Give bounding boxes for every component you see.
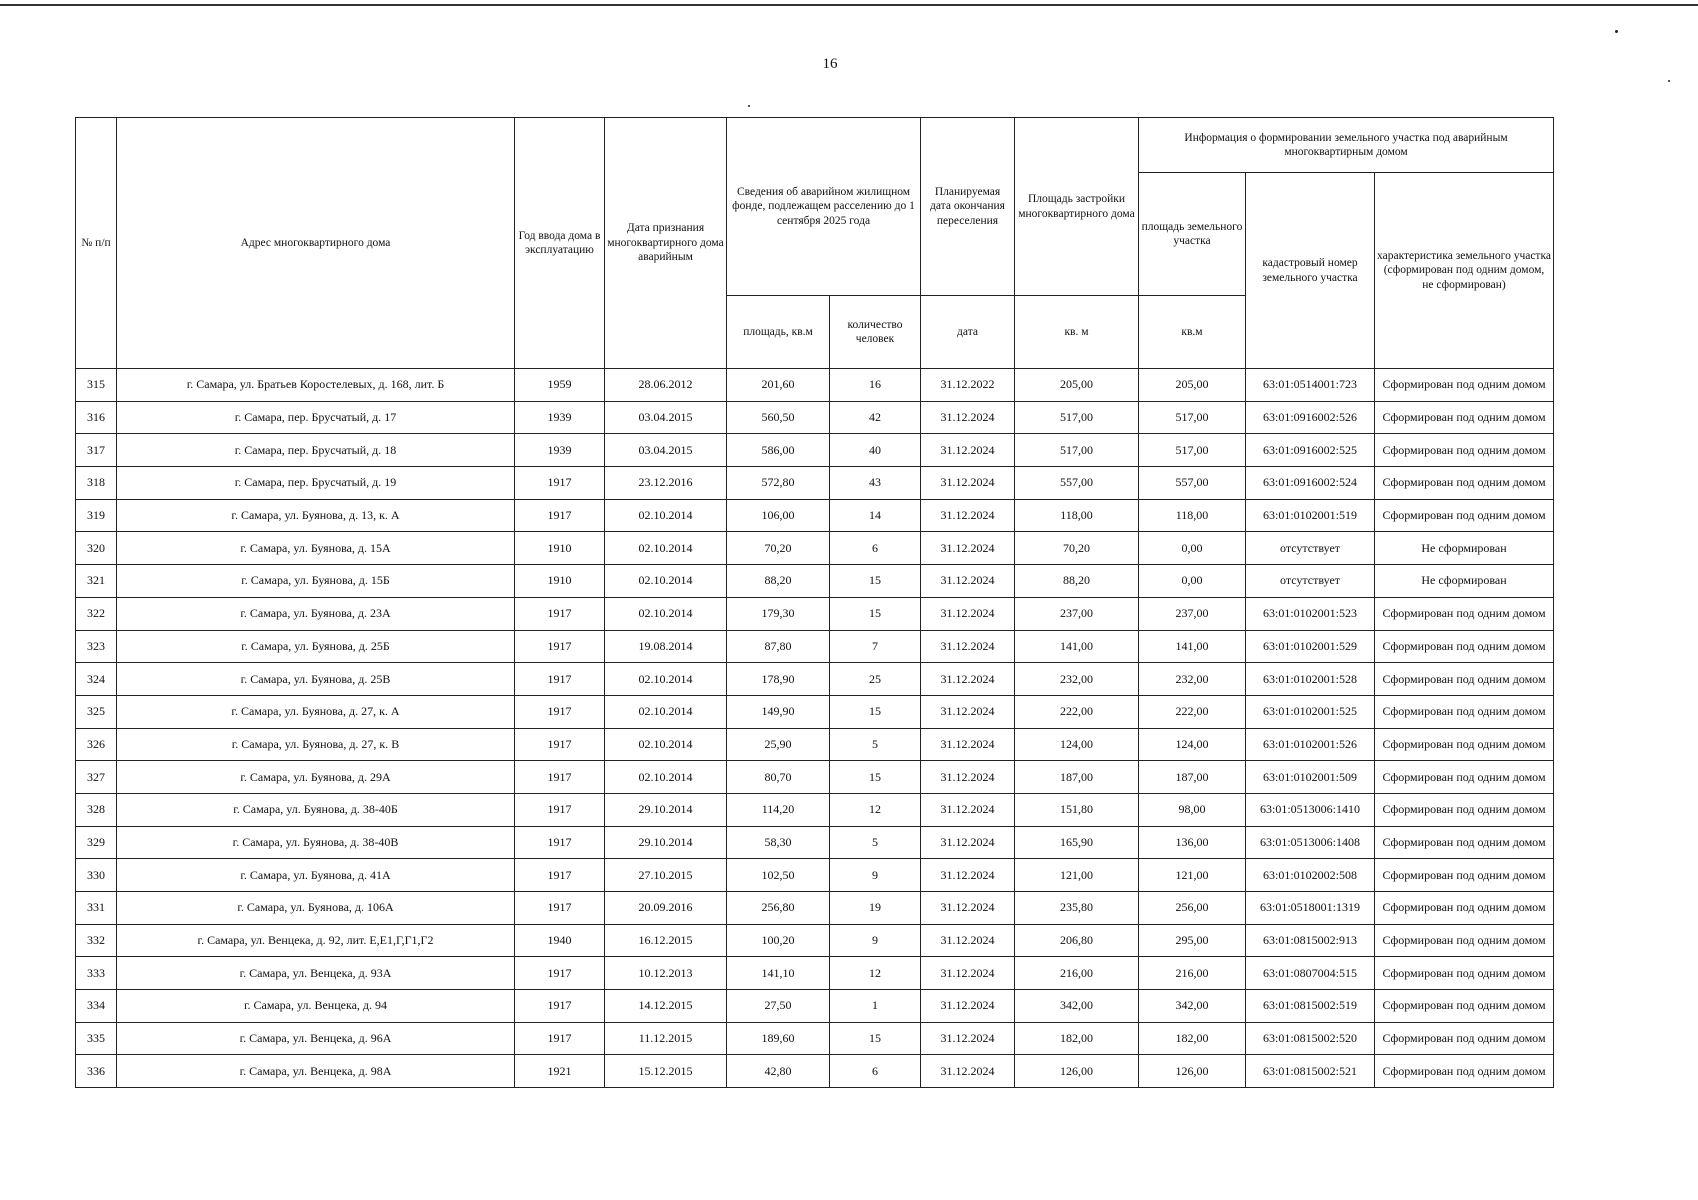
row-cadastral: 63:01:0102001:525 <box>1246 695 1375 728</box>
row-area: 88,20 <box>727 565 830 598</box>
row-land-area: 0,00 <box>1139 565 1246 598</box>
row-number: 320 <box>76 532 117 565</box>
row-cadastral: 63:01:0514001:723 <box>1246 369 1375 402</box>
row-date-recognized: 02.10.2014 <box>605 663 727 696</box>
row-date-recognized: 02.10.2014 <box>605 532 727 565</box>
table-row <box>76 1022 1554 1055</box>
row-date-recognized: 16.12.2015 <box>605 924 727 957</box>
table-row <box>76 499 1554 532</box>
row-address: г. Самара, ул. Венцека, д. 98А <box>117 1055 515 1088</box>
row-building-area: 124,00 <box>1015 728 1139 761</box>
row-address: г. Самара, ул. Венцека, д. 94 <box>117 990 515 1023</box>
row-building-area: 118,00 <box>1015 499 1139 532</box>
row-building-area: 517,00 <box>1015 401 1139 434</box>
row-cadastral: отсутствует <box>1246 565 1375 598</box>
row-people: 15 <box>830 565 921 598</box>
header-planned-date: Планируемая дата окончания переселения <box>921 118 1015 296</box>
row-year: 1910 <box>515 532 605 565</box>
row-area: 201,60 <box>727 369 830 402</box>
row-land-area: 98,00 <box>1139 793 1246 826</box>
row-cadastral: 63:01:0102001:519 <box>1246 499 1375 532</box>
row-planned-date: 31.12.2024 <box>921 990 1015 1023</box>
row-area: 87,80 <box>727 630 830 663</box>
table-row <box>76 892 1554 925</box>
row-status: Сформирован под одним домом <box>1375 957 1554 990</box>
row-area: 560,50 <box>727 401 830 434</box>
row-year: 1917 <box>515 826 605 859</box>
row-building-area: 126,00 <box>1015 1055 1139 1088</box>
row-address: г. Самара, ул. Венцека, д. 96А <box>117 1022 515 1055</box>
row-people: 19 <box>830 892 921 925</box>
row-cadastral: 63:01:0916002:525 <box>1246 434 1375 467</box>
table-row <box>76 663 1554 696</box>
row-land-area: 0,00 <box>1139 532 1246 565</box>
row-cadastral: 63:01:0102002:508 <box>1246 859 1375 892</box>
row-cadastral: 63:01:0916002:526 <box>1246 401 1375 434</box>
row-date-recognized: 02.10.2014 <box>605 761 727 794</box>
row-number: 321 <box>76 565 117 598</box>
row-land-area: 141,00 <box>1139 630 1246 663</box>
row-address: г. Самара, ул. Братьев Коростелевых, д. 168, лит. Б <box>117 369 515 402</box>
row-area: 179,30 <box>727 597 830 630</box>
row-year: 1917 <box>515 728 605 761</box>
table-row <box>76 401 1554 434</box>
row-building-area: 121,00 <box>1015 859 1139 892</box>
row-status: Не сформирован <box>1375 565 1554 598</box>
row-address: г. Самара, ул. Буянова, д. 27, к. В <box>117 728 515 761</box>
row-planned-date: 31.12.2024 <box>921 761 1015 794</box>
row-building-area: 206,80 <box>1015 924 1139 957</box>
row-people: 12 <box>830 957 921 990</box>
row-people: 25 <box>830 663 921 696</box>
row-year: 1917 <box>515 1022 605 1055</box>
header-land-area: площадь земельного участка <box>1139 173 1246 296</box>
row-planned-date: 31.12.2024 <box>921 728 1015 761</box>
row-number: 316 <box>76 401 117 434</box>
header-date-recognized: Дата признания многоквартирного дома аварийным <box>605 118 727 369</box>
row-number: 323 <box>76 630 117 663</box>
row-date-recognized: 14.12.2015 <box>605 990 727 1023</box>
row-status: Сформирован под одним домом <box>1375 401 1554 434</box>
row-number: 324 <box>76 663 117 696</box>
row-land-area: 557,00 <box>1139 467 1246 500</box>
row-land-area: 295,00 <box>1139 924 1246 957</box>
row-year: 1917 <box>515 467 605 500</box>
scan-speck <box>1615 30 1618 33</box>
row-planned-date: 31.12.2024 <box>921 630 1015 663</box>
table-row <box>76 924 1554 957</box>
row-land-area: 232,00 <box>1139 663 1246 696</box>
row-number: 329 <box>76 826 117 859</box>
row-number: 332 <box>76 924 117 957</box>
row-building-area: 517,00 <box>1015 434 1139 467</box>
table-row <box>76 1055 1554 1088</box>
row-year: 1910 <box>515 565 605 598</box>
row-date-recognized: 29.10.2014 <box>605 793 727 826</box>
row-planned-date: 31.12.2024 <box>921 695 1015 728</box>
row-address: г. Самара, ул. Венцека, д. 92, лит. Е,Е1,Г,Г1,Г2 <box>117 924 515 957</box>
table-row <box>76 467 1554 500</box>
row-area: 80,70 <box>727 761 830 794</box>
row-date-recognized: 02.10.2014 <box>605 728 727 761</box>
row-status: Сформирован под одним домом <box>1375 892 1554 925</box>
table-row <box>76 957 1554 990</box>
row-planned-date: 31.12.2024 <box>921 401 1015 434</box>
row-building-area: 182,00 <box>1015 1022 1139 1055</box>
header-unit-building: кв. м <box>1015 296 1139 369</box>
row-year: 1917 <box>515 630 605 663</box>
row-people: 6 <box>830 1055 921 1088</box>
row-date-recognized: 02.10.2014 <box>605 565 727 598</box>
row-building-area: 222,00 <box>1015 695 1139 728</box>
row-number: 327 <box>76 761 117 794</box>
row-address: г. Самара, ул. Буянова, д. 25В <box>117 663 515 696</box>
row-building-area: 165,90 <box>1015 826 1139 859</box>
row-building-area: 235,80 <box>1015 892 1139 925</box>
row-area: 25,90 <box>727 728 830 761</box>
row-people: 40 <box>830 434 921 467</box>
row-area: 141,10 <box>727 957 830 990</box>
row-number: 326 <box>76 728 117 761</box>
row-planned-date: 31.12.2024 <box>921 663 1015 696</box>
row-building-area: 557,00 <box>1015 467 1139 500</box>
row-land-area: 237,00 <box>1139 597 1246 630</box>
row-area: 58,30 <box>727 826 830 859</box>
top-rule <box>0 4 1698 6</box>
header-building-area: Площадь застройки многоквартирного дома <box>1015 118 1139 296</box>
row-land-area: 216,00 <box>1139 957 1246 990</box>
table-row <box>76 369 1554 402</box>
row-area: 70,20 <box>727 532 830 565</box>
row-cadastral: 63:01:0102001:528 <box>1246 663 1375 696</box>
row-planned-date: 31.12.2024 <box>921 859 1015 892</box>
row-building-area: 216,00 <box>1015 957 1139 990</box>
row-people: 15 <box>830 597 921 630</box>
header-no: № п/п <box>76 118 117 369</box>
row-address: г. Самара, пер. Брусчатый, д. 18 <box>117 434 515 467</box>
row-cadastral: 63:01:0102001:509 <box>1246 761 1375 794</box>
row-cadastral: 63:01:0102001:523 <box>1246 597 1375 630</box>
header-emergency-info: Сведения об аварийном жилищном фонде, подлежащем расселению до 1 сентября 2025 года <box>727 118 921 296</box>
row-people: 12 <box>830 793 921 826</box>
row-planned-date: 31.12.2024 <box>921 565 1015 598</box>
row-planned-date: 31.12.2024 <box>921 892 1015 925</box>
row-planned-date: 31.12.2024 <box>921 597 1015 630</box>
row-number: 334 <box>76 990 117 1023</box>
row-land-area: 182,00 <box>1139 1022 1246 1055</box>
row-planned-date: 31.12.2024 <box>921 1022 1015 1055</box>
row-year: 1917 <box>515 761 605 794</box>
row-status: Сформирован под одним домом <box>1375 499 1554 532</box>
page-number: 16 <box>822 56 838 72</box>
row-building-area: 205,00 <box>1015 369 1139 402</box>
row-planned-date: 31.12.2024 <box>921 467 1015 500</box>
table-row <box>76 434 1554 467</box>
row-planned-date: 31.12.2024 <box>921 532 1015 565</box>
row-year: 1917 <box>515 859 605 892</box>
row-cadastral: отсутствует <box>1246 532 1375 565</box>
row-cadastral: 63:01:0513006:1410 <box>1246 793 1375 826</box>
row-year: 1959 <box>515 369 605 402</box>
table-row <box>76 793 1554 826</box>
table-row <box>76 990 1554 1023</box>
row-address: г. Самара, ул. Буянова, д. 13, к. А <box>117 499 515 532</box>
row-area: 178,90 <box>727 663 830 696</box>
row-building-area: 232,00 <box>1015 663 1139 696</box>
row-people: 9 <box>830 859 921 892</box>
row-number: 317 <box>76 434 117 467</box>
row-number: 333 <box>76 957 117 990</box>
row-status: Сформирован под одним домом <box>1375 434 1554 467</box>
row-year: 1917 <box>515 663 605 696</box>
row-date-recognized: 15.12.2015 <box>605 1055 727 1088</box>
row-planned-date: 31.12.2024 <box>921 434 1015 467</box>
row-date-recognized: 23.12.2016 <box>605 467 727 500</box>
row-year: 1917 <box>515 597 605 630</box>
row-area: 42,80 <box>727 1055 830 1088</box>
row-cadastral: 63:01:0815002:519 <box>1246 990 1375 1023</box>
row-number: 335 <box>76 1022 117 1055</box>
row-people: 6 <box>830 532 921 565</box>
row-land-area: 222,00 <box>1139 695 1246 728</box>
row-status: Сформирован под одним домом <box>1375 1055 1554 1088</box>
row-year: 1940 <box>515 924 605 957</box>
header-year: Год ввода дома в эксплуатацию <box>515 118 605 369</box>
row-building-area: 151,80 <box>1015 793 1139 826</box>
row-address: г. Самара, ул. Буянова, д. 106А <box>117 892 515 925</box>
header-unit-land: кв.м <box>1139 296 1246 369</box>
row-building-area: 88,20 <box>1015 565 1139 598</box>
row-land-area: 121,00 <box>1139 859 1246 892</box>
row-people: 15 <box>830 1022 921 1055</box>
row-cadastral: 63:01:0102001:529 <box>1246 630 1375 663</box>
row-status: Сформирован под одним домом <box>1375 859 1554 892</box>
header-date: дата <box>921 296 1015 369</box>
row-number: 322 <box>76 597 117 630</box>
scan-speck <box>748 105 750 107</box>
row-number: 318 <box>76 467 117 500</box>
row-planned-date: 31.12.2024 <box>921 924 1015 957</box>
row-number: 331 <box>76 892 117 925</box>
header-people: количество человек <box>830 296 921 369</box>
header-cadastral: кадастровый номер земельного участка <box>1246 173 1375 369</box>
row-cadastral: 63:01:0916002:524 <box>1246 467 1375 500</box>
row-date-recognized: 19.08.2014 <box>605 630 727 663</box>
row-planned-date: 31.12.2024 <box>921 826 1015 859</box>
row-number: 315 <box>76 369 117 402</box>
row-cadastral: 63:01:0815002:913 <box>1246 924 1375 957</box>
table-row <box>76 630 1554 663</box>
row-people: 5 <box>830 826 921 859</box>
row-date-recognized: 02.10.2014 <box>605 597 727 630</box>
row-number: 330 <box>76 859 117 892</box>
row-date-recognized: 11.12.2015 <box>605 1022 727 1055</box>
row-people: 1 <box>830 990 921 1023</box>
row-address: г. Самара, ул. Буянова, д. 25Б <box>117 630 515 663</box>
table-row <box>76 695 1554 728</box>
row-land-area: 342,00 <box>1139 990 1246 1023</box>
row-land-area: 187,00 <box>1139 761 1246 794</box>
row-area: 189,60 <box>727 1022 830 1055</box>
row-address: г. Самара, ул. Буянова, д. 38-40Б <box>117 793 515 826</box>
row-address: г. Самара, пер. Брусчатый, д. 17 <box>117 401 515 434</box>
row-people: 7 <box>830 630 921 663</box>
row-date-recognized: 02.10.2014 <box>605 695 727 728</box>
row-address: г. Самара, ул. Буянова, д. 41А <box>117 859 515 892</box>
row-year: 1921 <box>515 1055 605 1088</box>
row-land-area: 126,00 <box>1139 1055 1246 1088</box>
table-row <box>76 728 1554 761</box>
row-people: 15 <box>830 761 921 794</box>
scan-speck <box>1668 80 1670 82</box>
row-people: 14 <box>830 499 921 532</box>
row-address: г. Самара, ул. Буянова, д. 15А <box>117 532 515 565</box>
row-year: 1939 <box>515 434 605 467</box>
row-land-area: 205,00 <box>1139 369 1246 402</box>
table-row <box>76 565 1554 598</box>
row-area: 114,20 <box>727 793 830 826</box>
row-people: 9 <box>830 924 921 957</box>
row-date-recognized: 03.04.2015 <box>605 401 727 434</box>
row-building-area: 141,00 <box>1015 630 1139 663</box>
row-year: 1917 <box>515 499 605 532</box>
row-status: Сформирован под одним домом <box>1375 467 1554 500</box>
row-planned-date: 31.12.2024 <box>921 957 1015 990</box>
row-number: 328 <box>76 793 117 826</box>
row-people: 5 <box>830 728 921 761</box>
row-land-area: 118,00 <box>1139 499 1246 532</box>
row-people: 16 <box>830 369 921 402</box>
row-date-recognized: 20.09.2016 <box>605 892 727 925</box>
row-status: Сформирован под одним домом <box>1375 369 1554 402</box>
row-number: 319 <box>76 499 117 532</box>
row-area: 256,80 <box>727 892 830 925</box>
row-building-area: 342,00 <box>1015 990 1139 1023</box>
row-address: г. Самара, ул. Буянова, д. 38-40В <box>117 826 515 859</box>
row-number: 325 <box>76 695 117 728</box>
emergency-housing-table <box>75 117 1554 1088</box>
row-area: 27,50 <box>727 990 830 1023</box>
header-land-info: Информация о формировании земельного участка под аварийным многоквартирным домом <box>1139 118 1554 173</box>
row-status: Сформирован под одним домом <box>1375 1022 1554 1055</box>
header-characteristic: характеристика земельного участка (сформирован под одним домом, не сформирован) <box>1375 173 1554 369</box>
row-date-recognized: 29.10.2014 <box>605 826 727 859</box>
row-year: 1939 <box>515 401 605 434</box>
row-address: г. Самара, ул. Буянова, д. 27, к. А <box>117 695 515 728</box>
row-area: 572,80 <box>727 467 830 500</box>
row-date-recognized: 03.04.2015 <box>605 434 727 467</box>
row-address: г. Самара, ул. Буянова, д. 29А <box>117 761 515 794</box>
row-year: 1917 <box>515 892 605 925</box>
table-row <box>76 826 1554 859</box>
row-address: г. Самара, ул. Буянова, д. 15Б <box>117 565 515 598</box>
row-date-recognized: 28.06.2012 <box>605 369 727 402</box>
row-area: 102,50 <box>727 859 830 892</box>
row-planned-date: 31.12.2024 <box>921 1055 1015 1088</box>
row-number: 336 <box>76 1055 117 1088</box>
row-people: 43 <box>830 467 921 500</box>
row-building-area: 70,20 <box>1015 532 1139 565</box>
table-row <box>76 761 1554 794</box>
row-cadastral: 63:01:0807004:515 <box>1246 957 1375 990</box>
row-area: 106,00 <box>727 499 830 532</box>
row-status: Сформирован под одним домом <box>1375 695 1554 728</box>
header-address: Адрес многоквартирного дома <box>117 118 515 369</box>
row-status: Сформирован под одним домом <box>1375 990 1554 1023</box>
table-row <box>76 532 1554 565</box>
row-land-area: 517,00 <box>1139 401 1246 434</box>
row-date-recognized: 27.10.2015 <box>605 859 727 892</box>
table-row <box>76 597 1554 630</box>
row-planned-date: 31.12.2024 <box>921 793 1015 826</box>
row-year: 1917 <box>515 695 605 728</box>
row-status: Сформирован под одним домом <box>1375 793 1554 826</box>
row-address: г. Самара, пер. Брусчатый, д. 19 <box>117 467 515 500</box>
row-date-recognized: 02.10.2014 <box>605 499 727 532</box>
row-address: г. Самара, ул. Венцека, д. 93А <box>117 957 515 990</box>
row-status: Сформирован под одним домом <box>1375 728 1554 761</box>
row-status: Сформирован под одним домом <box>1375 826 1554 859</box>
row-land-area: 256,00 <box>1139 892 1246 925</box>
row-cadastral: 63:01:0513006:1408 <box>1246 826 1375 859</box>
row-status: Сформирован под одним домом <box>1375 597 1554 630</box>
row-cadastral: 63:01:0815002:520 <box>1246 1022 1375 1055</box>
row-building-area: 187,00 <box>1015 761 1139 794</box>
row-date-recognized: 10.12.2013 <box>605 957 727 990</box>
row-status: Сформирован под одним домом <box>1375 630 1554 663</box>
row-people: 15 <box>830 695 921 728</box>
row-land-area: 517,00 <box>1139 434 1246 467</box>
row-people: 42 <box>830 401 921 434</box>
row-planned-date: 31.12.2024 <box>921 499 1015 532</box>
row-status: Не сформирован <box>1375 532 1554 565</box>
row-status: Сформирован под одним домом <box>1375 663 1554 696</box>
row-cadastral: 63:01:0518001:1319 <box>1246 892 1375 925</box>
row-address: г. Самара, ул. Буянова, д. 23А <box>117 597 515 630</box>
row-area: 586,00 <box>727 434 830 467</box>
row-status: Сформирован под одним домом <box>1375 761 1554 794</box>
row-planned-date: 31.12.2022 <box>921 369 1015 402</box>
row-year: 1917 <box>515 957 605 990</box>
table-row <box>76 859 1554 892</box>
row-building-area: 237,00 <box>1015 597 1139 630</box>
row-area: 149,90 <box>727 695 830 728</box>
row-year: 1917 <box>515 793 605 826</box>
row-land-area: 136,00 <box>1139 826 1246 859</box>
header-area-sqm: площадь, кв.м <box>727 296 830 369</box>
row-cadastral: 63:01:0102001:526 <box>1246 728 1375 761</box>
row-year: 1917 <box>515 990 605 1023</box>
row-cadastral: 63:01:0815002:521 <box>1246 1055 1375 1088</box>
row-area: 100,20 <box>727 924 830 957</box>
row-land-area: 124,00 <box>1139 728 1246 761</box>
row-status: Сформирован под одним домом <box>1375 924 1554 957</box>
